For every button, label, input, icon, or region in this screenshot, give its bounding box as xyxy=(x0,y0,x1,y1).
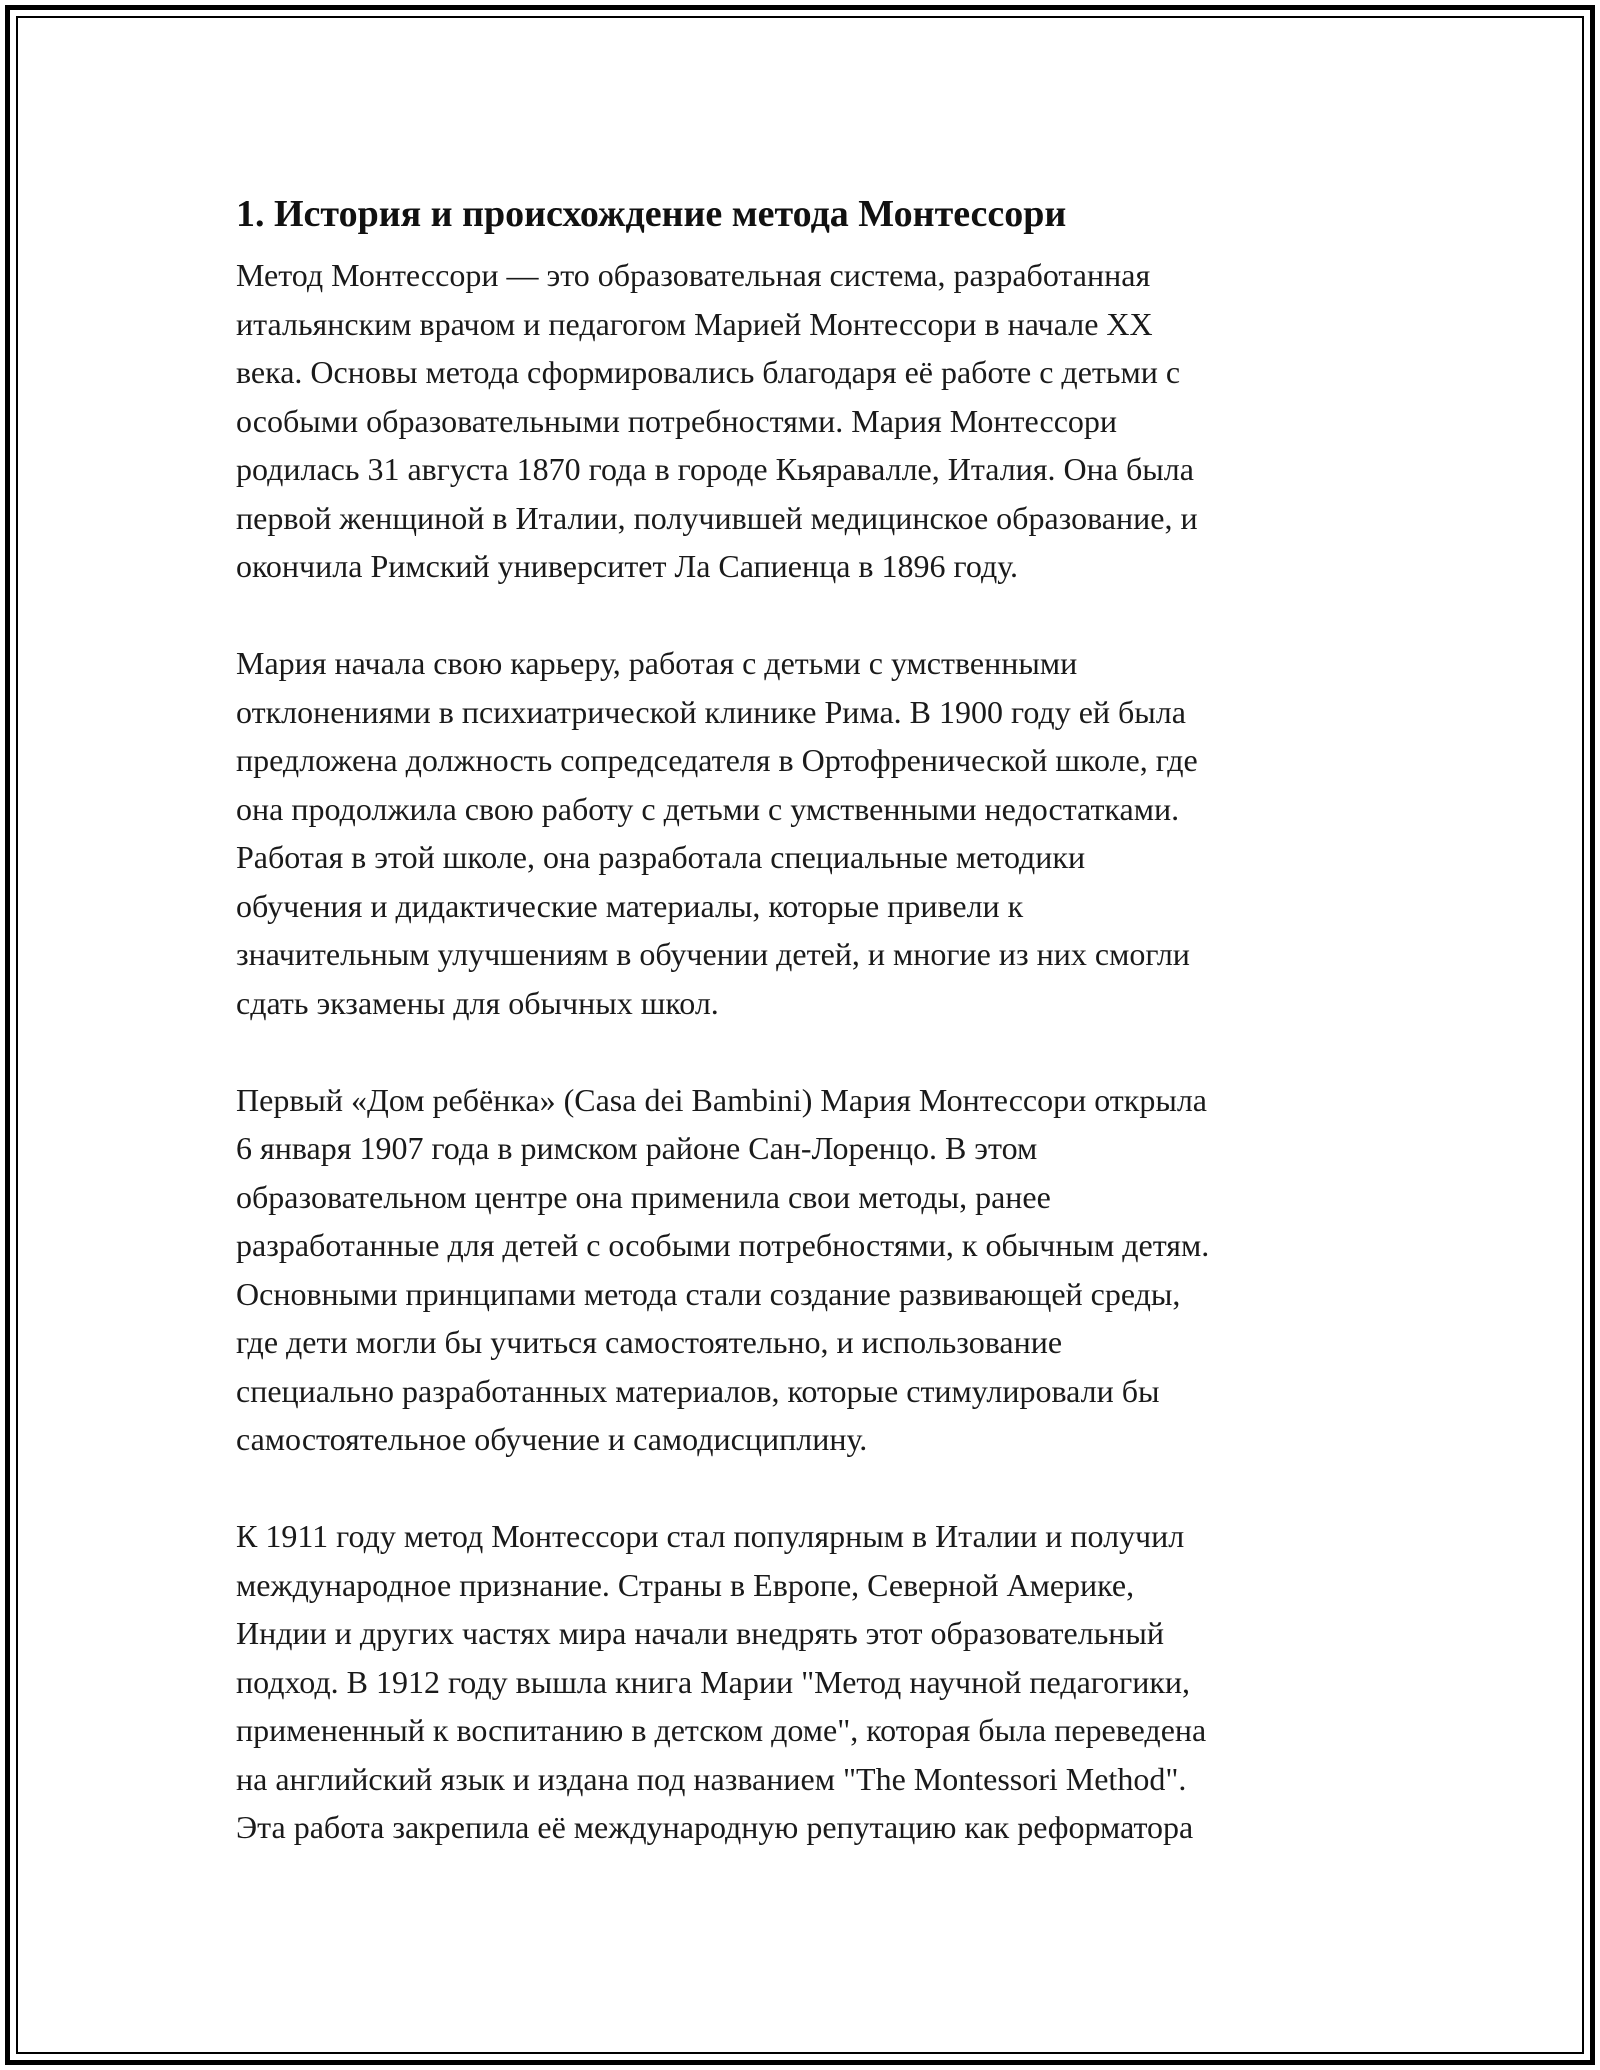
text-line: родилась 31 августа 1870 года в городе Кьяравалле, Италия. Она была xyxy=(236,451,1194,487)
text-line: окончила Римский университет Ла Сапиенца в 1896 году. xyxy=(236,548,1019,584)
text-line: самостоятельное обучение и самодисциплину. xyxy=(236,1421,868,1457)
text-line: отклонениями в психиатрической клинике Рима. В 1900 году ей была xyxy=(236,693,1186,730)
text-line: 6 января 1907 года в римском районе Сан-Лоренцо. В этом xyxy=(236,1130,1038,1166)
text-line: примененный к воспитанию в детском доме", которая была переведена xyxy=(236,1712,1207,1748)
text-line: на английский язык и издана под названием "The Montessori Method". xyxy=(236,1760,1187,1797)
text-line: Первый «Дом ребёнка» (Casa dei Bambini) Мария Монтессори открыла xyxy=(236,1081,1207,1118)
text-line: Основными принципами метода стали создание развивающей среды, xyxy=(236,1275,1181,1312)
paragraph-2 xyxy=(236,639,1366,1027)
paragraph-4 xyxy=(236,1512,1366,1852)
text-line: Метод Монтессори — это образовательная система, разработанная xyxy=(236,257,1151,293)
text-line: подход. В 1912 году вышла книга Марии "Метод научной педагогики, xyxy=(236,1663,1191,1700)
text-line: первой женщиной в Италии, получившей медицинское образование, и xyxy=(236,499,1198,536)
text-line: Мария начала свою карьеру, работая с детьми с умственными xyxy=(236,645,1078,681)
text-line: специально разработанных материалов, которые стимулировали бы xyxy=(236,1372,1160,1409)
text-line: итальянским врачом и педагогом Марией Монтессори в начале XX xyxy=(236,305,1153,342)
document-body xyxy=(236,185,1366,1900)
text-line: где дети могли бы учиться самостоятельно, и использование xyxy=(236,1324,1063,1360)
text-line: обучения и дидактические материалы, которые привели к xyxy=(236,887,1024,924)
text-line: сдать экзамены для обычных школ. xyxy=(236,984,719,1021)
text-line: образовательном центре она применила свои методы, ранее xyxy=(236,1178,1051,1215)
text-line: Эта работа закрепила её международную репутацию как реформатора xyxy=(236,1809,1194,1845)
paragraph-3 xyxy=(236,1076,1366,1464)
text-line: международное признание. Страны в Европе, Северной Америке, xyxy=(236,1566,1135,1603)
text-line: она продолжила свою работу с детьми с умственными недостатками. xyxy=(236,790,1180,827)
paragraph-1 xyxy=(236,251,1366,591)
text-line: века. Основы метода сформировались благодаря её работе с детьми с xyxy=(236,354,1181,390)
text-line: особыми образовательными потребностями. Мария Монтессори xyxy=(236,402,1118,439)
text-line: значительным улучшениям в обучении детей, и многие из них смогли xyxy=(236,936,1190,972)
text-line: Работая в этой школе, она разработала специальные методики xyxy=(236,839,1086,875)
text-line: разработанные для детей с особыми потребностями, к обычным детям. xyxy=(236,1227,1210,1263)
text-line: предложена должность сопредседателя в Ортофренической школе, где xyxy=(236,742,1198,778)
text-line: К 1911 году метод Монтессори стал популярным в Италии и получил xyxy=(236,1518,1185,1554)
section-heading: 1. История и происхождение метода Монтессори xyxy=(236,193,1067,235)
text-line: Индии и других частях мира начали внедрять этот образовательный xyxy=(236,1615,1165,1651)
